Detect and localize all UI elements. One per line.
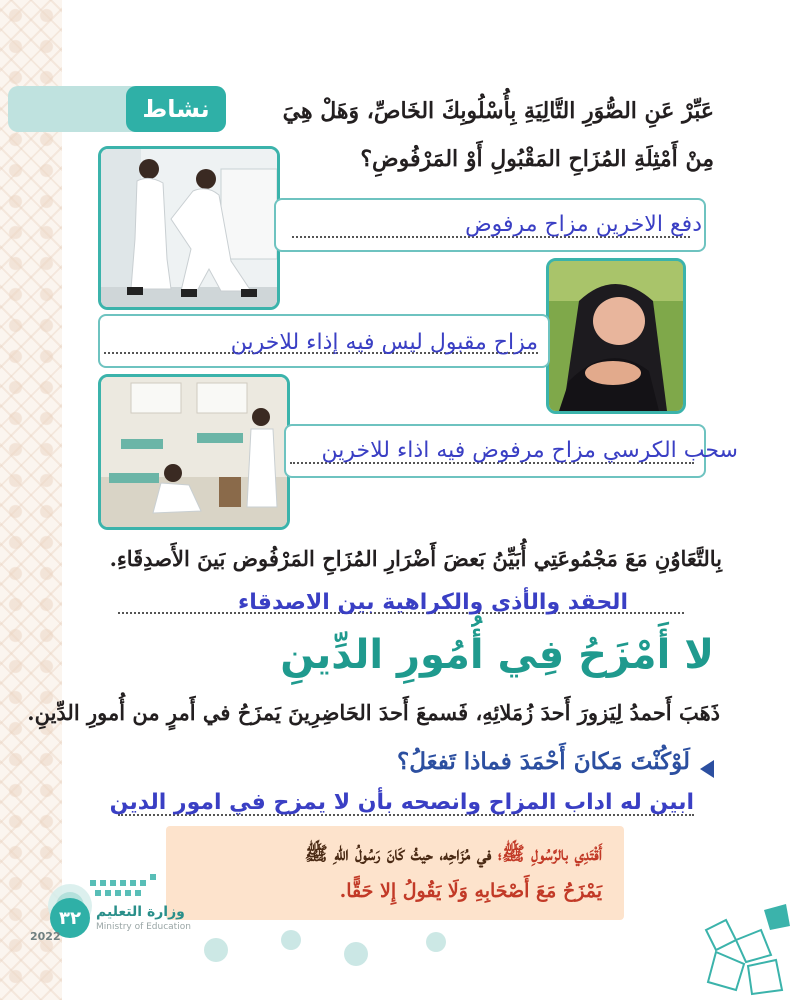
story-text: ذَهَبَ أَحمدُ لِيَزورَ أَحدَ زُمَلائِهِ، فَسمعَ أَحدَ الحَاضِرِينَ يَمزَحُ في أَمرٍ من أُمورِ الدِّينِ.	[27, 700, 720, 725]
section-question: لَوْكُنْتَ مَكانَ أَحْمَدَ فماذا تَفعَلُ؟	[397, 748, 690, 775]
activity-question-line-2: مِنْ أَمْثِلَةِ المُزَاحِ المَقْبُولِ أَوْ المَرْفُوضِ؟	[360, 146, 714, 172]
hadith-line-2: يَمْزَحُ مَعَ أَصْحَابِهِ وَلَا يَقُولُ إِلا حَقًّا.	[339, 880, 602, 902]
decorative-corner-shapes	[686, 890, 796, 1000]
hadith-line-1-rest: في مُزَاحِه، حيثُ كَانَ رَسُولُ اللهِ ﷺ	[304, 843, 498, 865]
photo-boys-pushing-illustration	[101, 149, 277, 307]
ministry-name-en: Ministry of Education	[96, 922, 191, 932]
activity-badge: نشاط	[126, 86, 226, 132]
edition-year: 2022	[30, 930, 61, 943]
answer-text-1[interactable]: دفع الاخرين مزاح مرفوض	[465, 212, 702, 237]
photo-classroom-illustration	[101, 377, 287, 527]
photo-classroom-chair-pulling	[98, 374, 290, 530]
hadith-line-1	[305, 842, 602, 870]
section-answer[interactable]: ابين له اداب المزاح وانصحه بأن لا يمزح في امور الدين	[109, 790, 694, 815]
hadith-emphasis: أَقْتَدِي بالرَّسُولِ ﷺ؛	[497, 843, 602, 865]
cooperation-answer[interactable]: الحقد والأذى والكراهية بين الاصدقاء	[238, 590, 628, 615]
cooperation-question: بِالتَّعَاوُنِ مَعَ مَجْمُوعَتِي أُبَيِّنُ بَعضَ أَضْرَارِ المُزَاحِ المَرْفُوض بَينَ الأَصدِقَاءِ.	[109, 546, 722, 571]
hadith-box	[166, 826, 624, 920]
answer-text-3[interactable]: سحب الكرسي مزاح مرفوض فيه اذاء للاخرين	[321, 438, 738, 463]
section-heading: لا أَمْزَحُ فِي أُمُورِ الدِّينِ	[280, 632, 714, 678]
photo-girls-covering-eyes	[546, 258, 686, 414]
page-number: ٣٢	[50, 898, 90, 938]
decorative-flowers	[196, 920, 496, 980]
decorative-left-border	[0, 0, 62, 1000]
answer-text-2[interactable]: مزاح مقبول ليس فيه إذاء للاخرين	[230, 330, 538, 355]
photo-boys-pushing	[98, 146, 280, 310]
photo-girls-illustration	[549, 261, 683, 411]
bullet-arrow-icon	[700, 760, 714, 778]
activity-question-line-1: عَبِّرْ عَنِ الصُّوَرِ التَّالِيَةِ بِأُسْلُوبِكَ الخَاصِّ، وَهَلْ هِيَ	[282, 98, 714, 124]
ministry-name: وزارة التعليم	[96, 904, 185, 920]
